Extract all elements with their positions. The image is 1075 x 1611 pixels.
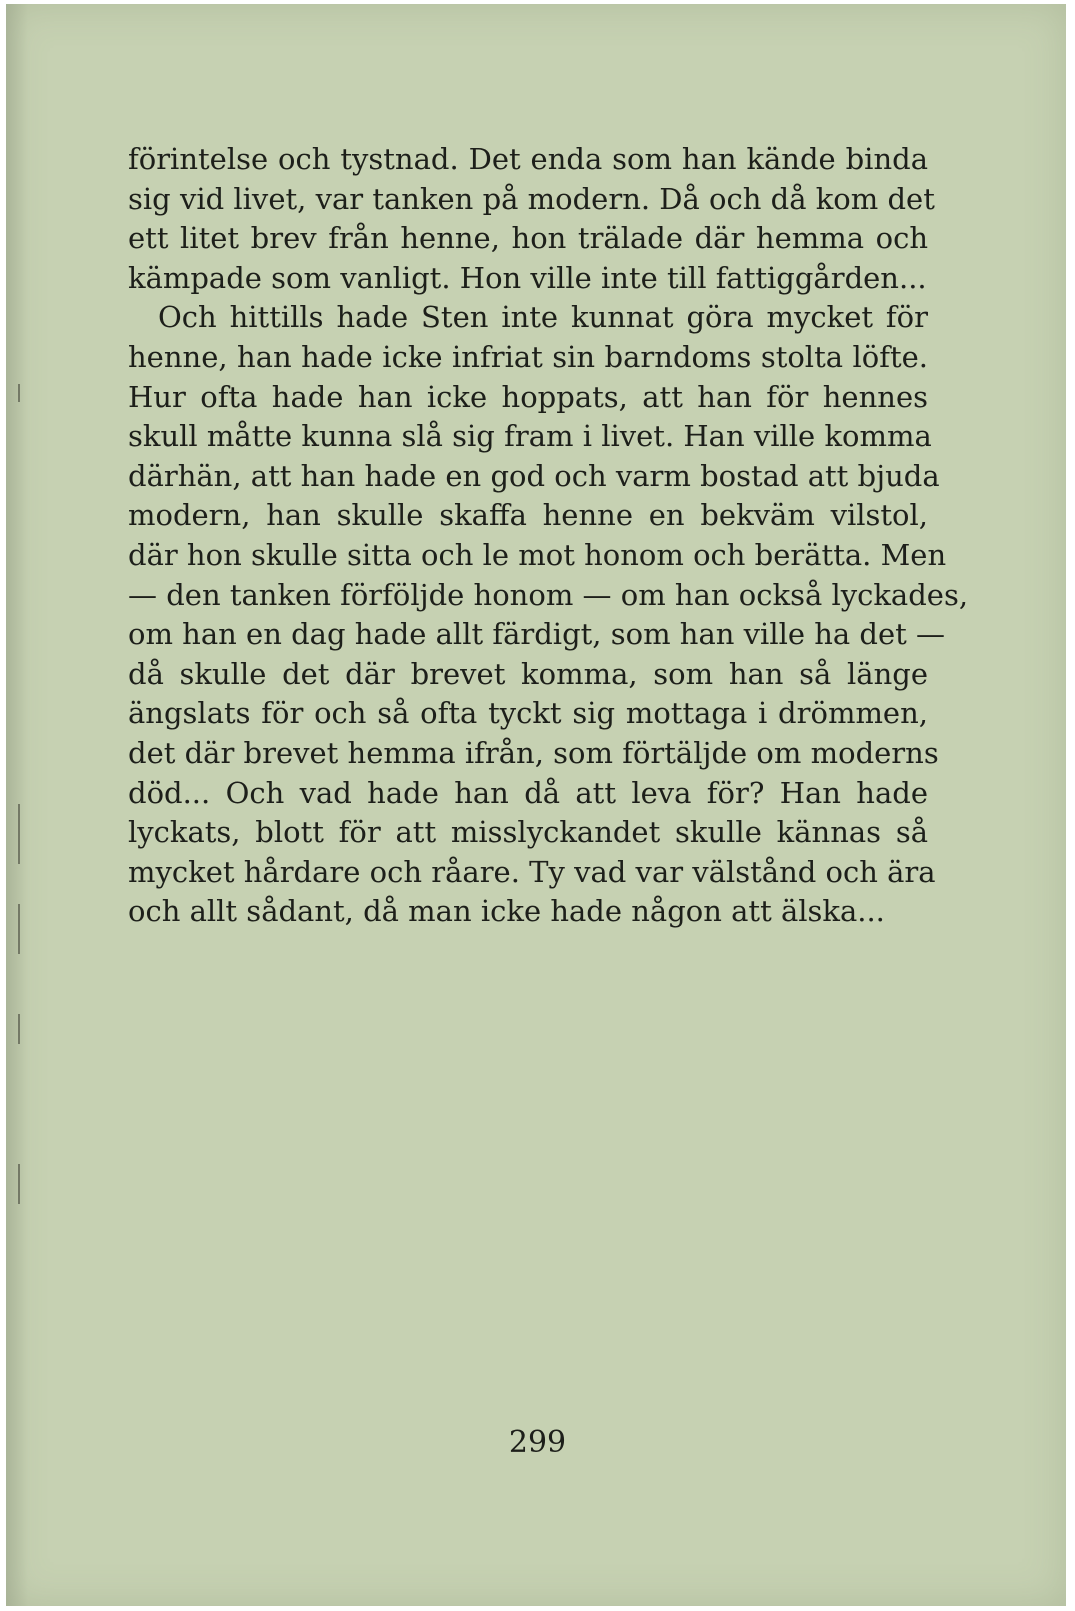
- text-line: därhän, att han hade en god och varm bostad att bjuda: [128, 458, 940, 493]
- text-line: sig vid livet, var tanken på modern. Då och då kom det: [128, 181, 935, 216]
- text-line: ett litet brev från henne, hon trälade där hemma och: [128, 221, 928, 256]
- page-edge-shadow: [6, 4, 28, 1606]
- text-line: om han en dag hade allt färdigt, som han ville ha det —: [128, 617, 946, 652]
- text-line: ängslats för och så ofta tyckt sig mottaga i drömmen,: [128, 696, 928, 731]
- text-line: — den tanken förföljde honom — om han också lyckades,: [128, 577, 969, 612]
- text-line: död... Och vad hade han då att leva för? Han hade: [128, 775, 928, 810]
- text-line: mycket hårdare och råare. Ty vad var välstånd och ära: [128, 854, 936, 889]
- text-line: och allt sådant, då man icke hade någon att älska...: [128, 894, 885, 929]
- text-line: där hon skulle sitta och le mot honom och berätta. Men: [128, 537, 947, 572]
- text-line: det där brevet hemma ifrån, som förtäljde om moderns: [128, 735, 939, 770]
- text-line: Hur ofta hade han icke hoppats, att han för hennes: [128, 379, 928, 414]
- page-number: 299: [508, 1425, 567, 1460]
- margin-speck: [18, 804, 20, 864]
- text-line: förintelse och tystnad. Det enda som han kände binda: [128, 142, 928, 176]
- text-line: lyckats, blott för att misslyckandet skulle kännas så: [128, 815, 928, 850]
- text-line: då skulle det där brevet komma, som han så länge: [128, 656, 928, 691]
- text-line: skull måtte kunna slå sig fram i livet. Han ville komma: [128, 419, 932, 454]
- margin-speck: [18, 384, 20, 402]
- margin-speck: [18, 904, 20, 954]
- margin-speck: [18, 1014, 20, 1044]
- text-line: kämpade som vanligt. Hon ville inte till fattiggården...: [128, 260, 927, 295]
- text-line: henne, han hade icke infriat sin barndoms stolta löfte.: [128, 339, 928, 374]
- text-line: modern, han skulle skaffa henne en bekväm vilstol,: [128, 498, 928, 533]
- body-text: [128, 140, 969, 932]
- text-line: Och hittills hade Sten inte kunnat göra mycket för: [158, 300, 928, 335]
- margin-speck: [18, 1164, 20, 1204]
